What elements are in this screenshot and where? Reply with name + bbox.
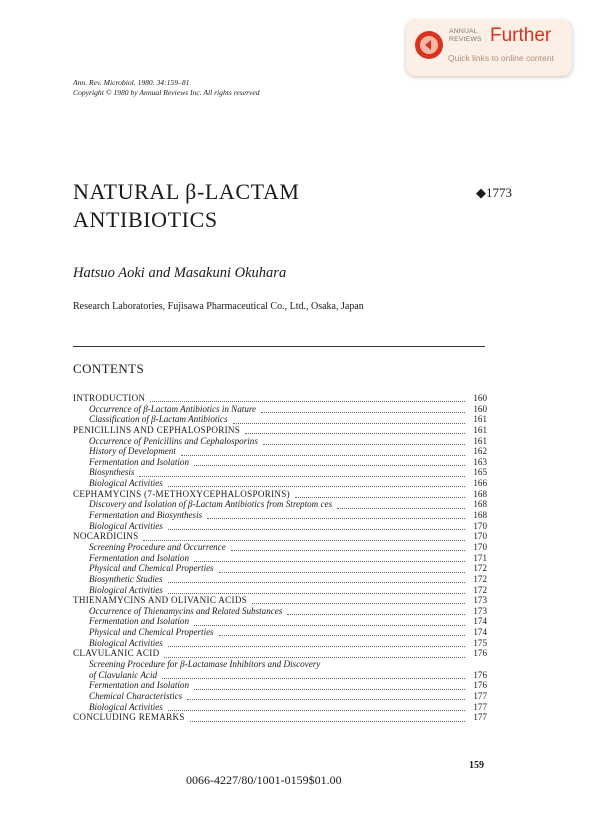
toc-entry-page: 160 [473,403,487,414]
dot-leader [233,416,466,424]
toc-entry-page: 177 [473,690,487,701]
toc-entry-label: Screening Procedure and Occurrence [89,541,226,552]
toc-entry[interactable] [73,542,487,553]
toc-entry-page: 177 [473,701,487,712]
toc-entry-label: of Clavulanic Acid [89,669,158,680]
toc-entry-label: Physical and Chemical Properties [89,563,214,574]
dot-leader [168,479,465,487]
toc-entry[interactable] [73,446,487,457]
toc-entry[interactable] [73,393,487,404]
toc-entry-label: Biological Activities [89,584,163,595]
badge-annual-text: ANNUAL [449,28,478,35]
dot-leader [150,394,465,402]
citation-line-2: Copyright © 1980 by Annual Reviews Inc. All rights reserved [73,88,260,97]
contents-heading: CONTENTS [73,361,145,376]
dot-leader [219,565,465,573]
toc-entry-page: 161 [473,435,487,446]
toc-entry-label: CEPHAMYCINS (7-METHOXYCEPHALOSPORINS) [73,488,290,499]
dot-leader [219,628,465,636]
toc-entry-page: 170 [473,520,487,531]
toc-entry-label: Screening Procedure for β-Lactamase Inhibitors and Discovery [89,659,321,670]
toc-entry-page: 173 [473,605,487,616]
dot-leader [168,575,466,583]
toc-entry[interactable] [73,489,487,500]
toc-entry[interactable] [73,436,487,447]
dot-leader [164,650,465,658]
dot-leader [261,405,465,413]
toc-entry-label: History of Development [89,446,176,457]
toc-entry[interactable] [73,467,487,478]
toc-entry-page: 177 [473,712,487,723]
toc-entry[interactable] [73,680,487,691]
toc-entry-page: 170 [473,531,487,542]
toc-entry[interactable] [73,510,487,521]
toc-entry[interactable] [73,585,487,596]
article-title [73,178,300,234]
dot-leader [263,437,465,445]
toc-entry-label: Fermentation and Isolation [89,552,190,563]
toc-entry-page: 170 [473,541,487,552]
toc-entry-label: Occurrence of β-Lactam Antibiotics in Nature [89,403,257,414]
toc-entry-label: Biosynthesis [89,467,135,478]
toc-entry-page: 172 [473,563,487,574]
toc-entry-label: Physical and Chemical Properties [89,627,214,638]
dot-leader [187,692,465,700]
toc-entry-label: Biological Activities [89,637,163,648]
price-code: 0066-4227/80/1001-0159$01.00 [186,773,342,787]
annual-reviews-further-badge[interactable] [406,20,572,76]
annual-reviews-wordmark [449,28,482,44]
toc-entry-label: Fermentation and Isolation [89,456,190,467]
dot-leader [245,426,465,434]
page-number: 159 [469,760,484,771]
toc-entry-page: 160 [473,393,487,403]
dot-leader [194,682,465,690]
toc-entry[interactable] [73,627,487,638]
badge-reviews-text: REVIEWS [449,36,482,43]
toc-entry-label: Chemical Characteristics [89,690,183,701]
toc-entry[interactable] [73,425,487,436]
affiliation: Research Laboratories, Fujisawa Pharmaceutical Co., Ltd., Osaka, Japan [73,301,364,312]
toc-entry-label: Occurrence of Penicillins and Cephalosporins [89,435,258,446]
title-line-1: NATURAL β-LACTAM [73,179,300,204]
toc-entry[interactable] [73,521,487,532]
dot-leader [194,618,465,626]
journal-citation [73,78,260,98]
dot-leader [168,522,465,530]
dot-leader [143,533,465,541]
toc-entry[interactable] [73,563,487,574]
toc-entry-page: 168 [473,488,487,499]
toc-entry-page: 173 [473,595,487,606]
toc-entry-label: NOCARDICINS [73,531,139,542]
toc-entry[interactable] [73,478,487,489]
dot-leader [207,511,465,519]
citation-line-1: Ann. Rev. Microbiol. 1980. 34:159–81 [73,78,190,87]
toc-entry-page: 168 [473,510,487,521]
toc-entry-label: THIENAMYCINS AND OLIVANIC ACIDS [73,595,248,606]
dot-leader [287,607,465,615]
toc-entry-page: 163 [473,456,487,467]
toc-entry-label: Occurrence of Thienamycins and Related Substances [89,605,283,616]
toc-entry[interactable] [73,648,487,659]
divider [73,346,485,347]
toc-entry[interactable] [73,457,487,468]
toc-entry-label: Fermentation and Isolation [89,680,190,691]
toc-entry[interactable] [73,712,487,723]
dot-leader [139,469,465,477]
toc-entry[interactable] [73,606,487,617]
toc-entry-page: 161 [473,414,487,425]
toc-entry[interactable] [73,616,487,627]
dot-leader [295,490,465,498]
play-arrow-icon [414,30,444,60]
toc-entry-page: 168 [473,499,487,510]
toc-entry-page: 171 [473,552,487,563]
dot-leader [190,714,465,722]
toc-entry-page: 162 [473,446,487,457]
toc-entry-label: Classification of β-Lactam Antibiotics [89,414,228,425]
toc-entry-page: 174 [473,616,487,627]
toc-entry-page: 175 [473,637,487,648]
badge-tagline: Quick links to online content [448,53,554,63]
toc-entry[interactable] [73,638,487,649]
badge-further-text: Further [490,25,552,46]
toc-entry-label: INTRODUCTION [73,393,146,403]
dot-leader [181,448,465,456]
toc-entry-label: PENICILLINS AND CEPHALOSPORINS [73,424,241,435]
toc-entry-page: 176 [473,680,487,691]
toc-entry[interactable] [73,553,487,564]
dot-leader [325,661,465,668]
dot-leader [162,671,465,679]
dot-leader [231,543,465,551]
toc-entry-page: 166 [473,478,487,489]
toc-entry-label: Fermentation and Isolation [89,616,190,627]
table-of-contents [73,393,487,723]
toc-entry[interactable] [73,702,487,713]
toc-entry-label: Biological Activities [89,520,163,531]
dot-leader [252,596,465,604]
toc-entry[interactable] [73,414,487,425]
toc-entry-label: Discovery and Isolation of β-Lactam Antibiotics from Streptom ces [89,499,333,510]
dot-leader [194,458,465,466]
toc-entry-page: 174 [473,627,487,638]
toc-entry-label: Fermentation and Biosynthesis [89,510,203,521]
toc-entry-page: 172 [473,573,487,584]
toc-entry[interactable] [73,595,487,606]
dot-leader [194,554,465,562]
toc-entry-page: 165 [473,467,487,478]
toc-entry[interactable] [73,574,487,585]
toc-entry-label: Biosynthetic Studies [89,573,163,584]
toc-entry-page: 161 [473,424,487,435]
toc-entry-page: 172 [473,584,487,595]
toc-entry[interactable] [73,659,487,670]
toc-entry-page: 176 [473,669,487,680]
article-number: ◆1773 [476,185,512,200]
toc-entry[interactable] [73,404,487,415]
authors: Hatsuo Aoki and Masakuni Okuhara [73,265,287,281]
toc-entry-label: CLAVULANIC ACID [73,648,160,659]
dot-leader [168,703,465,711]
toc-entry-page: 176 [473,648,487,659]
toc-entry[interactable] [73,691,487,702]
toc-entry-label: Biological Activities [89,701,163,712]
dot-leader [168,639,465,647]
toc-entry[interactable] [73,670,487,681]
toc-entry-label: CONCLUDING REMARKS [73,712,185,723]
toc-entry[interactable] [73,531,487,542]
toc-entry[interactable] [73,499,487,510]
toc-entry-label: Biological Activities [89,478,163,489]
dot-leader [168,586,465,594]
dot-leader [337,501,465,509]
title-line-2: ANTIBIOTICS [73,207,218,232]
